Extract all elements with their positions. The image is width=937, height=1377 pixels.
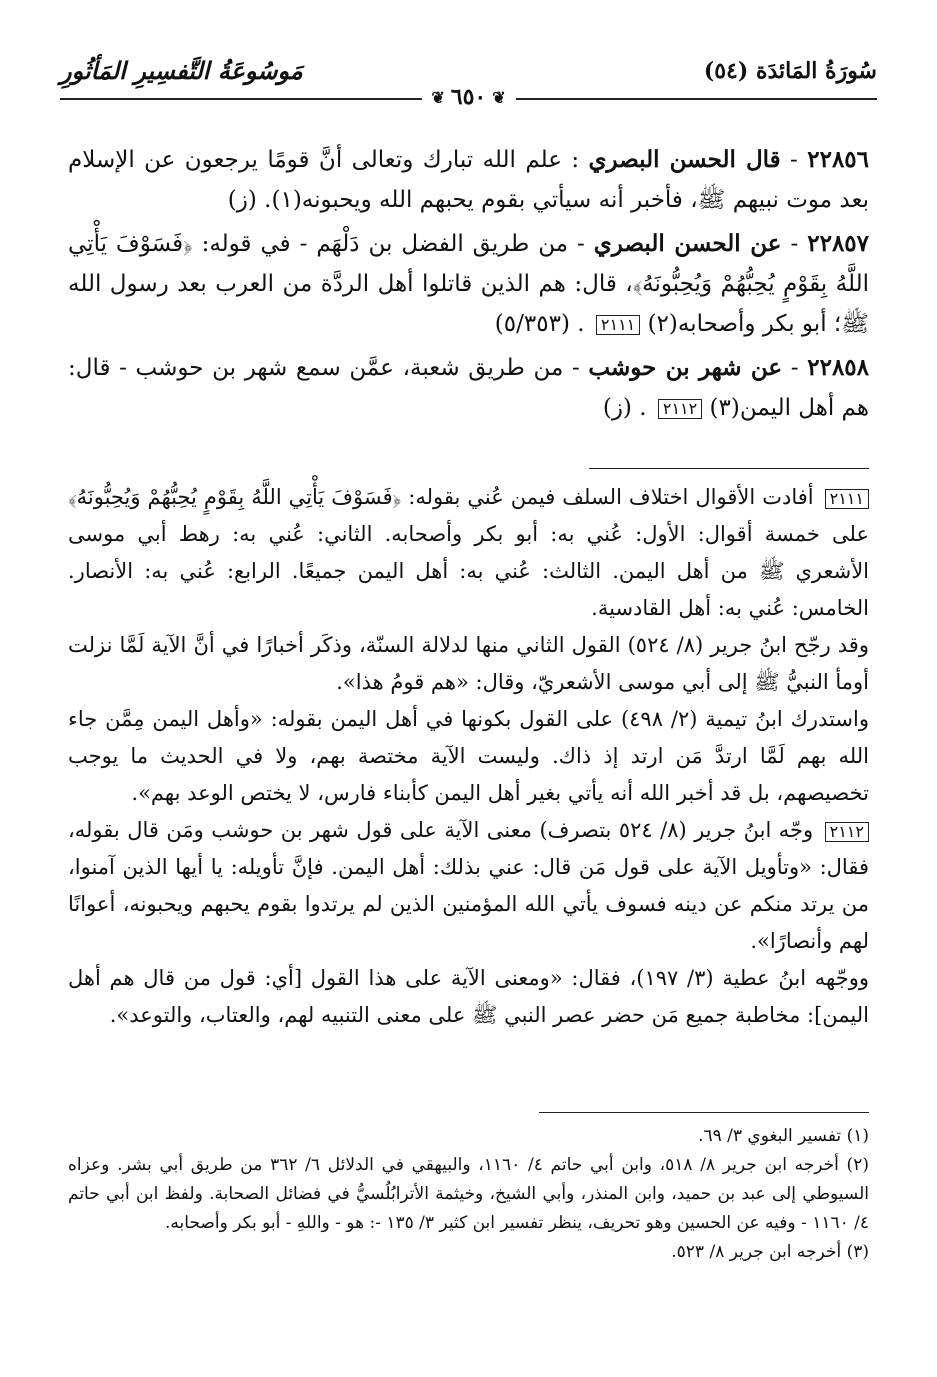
commentary-text: واستدرك ابنُ تيمية (٢/ ٤٩٨) على القول بكونها في أهل اليمن بقوله: «وأهل اليمن مِمَّن جاء الله بهم لَمَّا ارتدَّ مَن ارتد إذ ذاك. وليست الآية مختصة بهم، ولا في الحديث ما يوجب تخصيصهم، بل قد أخبر الله أنه يأتي بغير أهل اليمن كأبناء فارس، لا يختص الوعد بهم».	[68, 707, 869, 805]
narration-source: . (٥/٣٥٣)	[494, 311, 585, 337]
page-number-block	[421, 84, 515, 110]
footnote: (١) تفسير البغوي ٣/ ٦٩.	[698, 1126, 869, 1146]
commentary-text: أفادت الأقوال اختلاف السلف فيمن عُني بقوله: ﴿فَسَوْفَ يَأْتِي اللَّهُ بِقَوْمٍ يُحِبُّهُمْ وَيُحِبُّونَهُ﴾ على خمسة أقوال: الأول: عُني به: أبو بكر وأصحابه. الثاني: عُني به: رهط أبي موسى الأشعري ﷺ من أهل اليمن. الثالث: عُني به: أهل اليمن جميعًا. الرابع: عُني به: الأنصار. الخامس: عُني به: أهل القادسية.	[68, 485, 870, 620]
commentary-ref-box[interactable]: ٢١١١	[596, 315, 640, 335]
narration-source: . (ز)	[602, 395, 647, 421]
page-number: ٦٥٠	[450, 84, 487, 110]
narration-entry: ٢٢٨٥٦ - قال الحسن البصري : علم الله تبارك وتعالى أنَّ قومًا يرجعون عن الإسلام بعد موت نبيهم ﷺ، فأخبر أنه سيأتي بقوم يحبهم الله ويحبونه(١). (ز)	[68, 146, 870, 213]
narration-text: - من طريق الفضل بن دَلْهَم - في قوله: ﴿فَسَوْفَ يَأْتِي اللَّهُ بِقَوْمٍ يُحِبُّهُمْ وَيُحِبُّونَهُ﴾، قال: هم الذين قاتلوا أهل الردَّة من العرب بعد رسول الله ﷺ؛ أبو بكر وأصحابه(٢)	[68, 231, 869, 337]
commentary-section	[68, 468, 869, 1034]
ornament-left-icon: ❦	[431, 87, 445, 107]
footnotes	[68, 1122, 869, 1267]
commentary-box: ٢١١٢	[825, 822, 869, 842]
commentary-paragraph	[68, 479, 869, 627]
narrator-name: عن شهر بن حوشب	[588, 354, 783, 381]
commentary-box: ٢١١١	[825, 489, 869, 509]
narrator-name: عن الحسن البصري	[593, 230, 782, 257]
commentary-divider	[589, 468, 869, 469]
narration-number: ٢٢٨٥٦	[807, 146, 870, 173]
footnote-divider	[539, 1112, 869, 1113]
footnote: (٣) أخرجه ابن جرير ٨/ ٥٢٣.	[671, 1242, 869, 1262]
narration-number: ٢٢٨٥٨	[807, 354, 870, 381]
book-title: مَوسُوعَةُ التَّفسِيرِ المَأثُورِ	[60, 56, 303, 85]
commentary-ref-box[interactable]: ٢١١٢	[658, 399, 702, 419]
commentary-paragraph	[68, 812, 869, 960]
commentary-paragraph	[68, 701, 869, 812]
narration-text: - من طريق شعبة، عمَّن سمع شهر بن حوشب - قال: هم أهل اليمن(٣)	[68, 355, 869, 421]
page-header	[60, 52, 877, 122]
commentary-paragraph	[68, 960, 869, 1034]
commentary-paragraph	[68, 627, 869, 701]
narration-entry: ٢٢٨٥٧ - عن الحسن البصري - من طريق الفضل بن دَلْهَم - في قوله: ﴿فَسَوْفَ يَأْتِي اللَّهُ بِقَوْمٍ يُحِبُّهُمْ وَيُحِبُّونَهُ﴾، قال: هم الذين قاتلوا أهل الردَّة من العرب بعد رسول الله ﷺ؛ أبو بكر وأصحابه(٢) ٢١١١ . (٥/٣٥٣)	[68, 230, 870, 337]
narration-entry: ٢٢٨٥٨ - عن شهر بن حوشب - من طريق شعبة، عمَّن سمع شهر بن حوشب - قال: هم أهل اليمن(٣) ٢١١٢ . (ز)	[68, 354, 870, 421]
narrations	[68, 140, 869, 432]
narration-number: ٢٢٨٥٧	[807, 230, 870, 257]
footnote: (٢) أخرجه ابن جرير ٨/ ٥١٨، وابن أبي حاتم ٤/ ١١٦٠، والبيهقي في الدلائل ٦/ ٣٦٢ من طريق أبي بشر. وعزاه السيوطي إلى عبد بن حميد، وابن المنذر، وأبي الشيخ، وخيثمة الأترابُلُسيُّ في فضائل الصحابة. ولفظ ابن أبي حاتم ٤/ ١١٦٠ - وفيه عن الحسين وهو تحريف، ينظر تفسير ابن كثير ٣/ ١٣٥ -: هو - واللهِ - أبو بكر وأصحابه.	[68, 1155, 869, 1233]
narrator-name: قال الحسن البصري	[588, 146, 781, 173]
commentary-text: ووجّهه ابنُ عطية (٣/ ١٩٧)، فقال: «ومعنى الآية على هذا القول [أي: قول من قال هم أهل اليمن]: مخاطبة جميع مَن حضر عصر النبي ﷺ على معنى التنبيه لهم، والعتاب، والتوعد».	[68, 966, 869, 1027]
surah-title: سُورَةُ المَائدَة (٥٤)	[703, 58, 877, 84]
ornament-right-icon: ❦	[492, 87, 506, 107]
commentary-text: وجّه ابنُ جرير (٨/ ٥٢٤ بتصرف) معنى الآية على قول شهر بن حوشب ومَن قال بقوله، فقال: «وتأويل الآية على قول مَن قال: عني بذلك: أهل اليمن. فإنَّ تأويله: يا أيها الذين آمنوا، من يرتد منكم عن دينه فسوف يأتي الله المؤمنين الذين لم يرتدوا بقوم يحبهم ويحبونه، أعوانًا لهم وأنصارًا».	[68, 818, 869, 953]
narration-text: : علم الله تبارك وتعالى أنَّ قومًا يرجعون عن الإسلام بعد موت نبيهم ﷺ، فأخبر أنه سيأتي بقوم يحبهم الله ويحبونه(١). (ز)	[68, 147, 869, 213]
commentary-text: وقد رجّح ابنُ جرير (٨/ ٥٢٤) القول الثاني منها لدلالة السنّة، وذكَر أخبارًا في أنَّ الآية لَمَّا نزلت أومأ النبيُّ ﷺ إلى أبي موسى الأشعريّ، وقال: «هم قومُ هذا».	[68, 633, 869, 694]
